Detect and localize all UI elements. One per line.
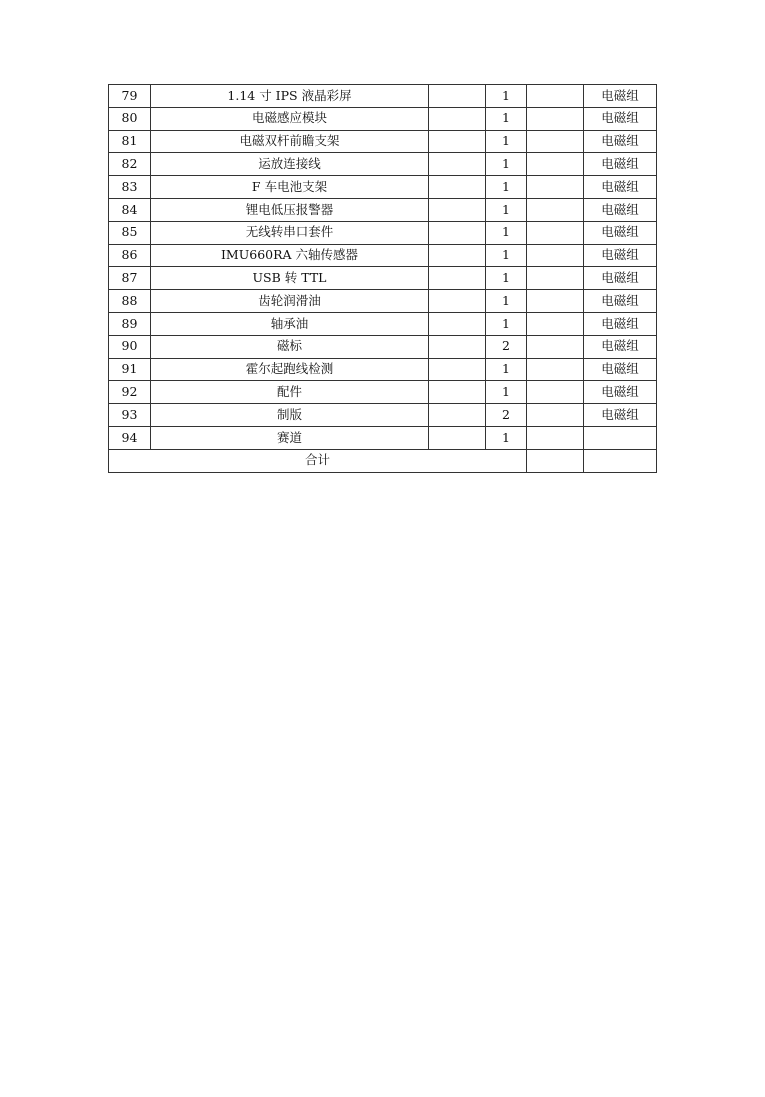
price-cell xyxy=(527,85,584,108)
row-index-cell: 85 xyxy=(109,221,151,244)
spec-cell xyxy=(429,244,486,267)
item-name-cell: IMU660RA 六轴传感器 xyxy=(151,244,429,267)
group-cell: 电磁组 xyxy=(584,244,657,267)
group-cell: 电磁组 xyxy=(584,130,657,153)
parts-table xyxy=(108,84,657,473)
quantity-cell: 1 xyxy=(486,358,527,381)
row-index-cell: 92 xyxy=(109,381,151,404)
spec-cell xyxy=(429,176,486,199)
price-cell xyxy=(527,312,584,335)
group-cell: 电磁组 xyxy=(584,85,657,108)
spec-cell xyxy=(429,335,486,358)
table-row xyxy=(109,153,657,176)
price-cell xyxy=(527,358,584,381)
group-cell: 电磁组 xyxy=(584,267,657,290)
price-cell xyxy=(527,290,584,313)
row-index-cell: 79 xyxy=(109,85,151,108)
row-index-cell: 81 xyxy=(109,130,151,153)
row-index-cell: 86 xyxy=(109,244,151,267)
total-price-cell xyxy=(527,449,584,472)
quantity-cell: 1 xyxy=(486,244,527,267)
table-row xyxy=(109,176,657,199)
row-index-cell: 93 xyxy=(109,404,151,427)
spec-cell xyxy=(429,312,486,335)
quantity-cell: 1 xyxy=(486,176,527,199)
spec-cell xyxy=(429,198,486,221)
price-cell xyxy=(527,404,584,427)
price-cell xyxy=(527,198,584,221)
price-cell xyxy=(527,176,584,199)
item-name-cell: 齿轮润滑油 xyxy=(151,290,429,313)
quantity-cell: 1 xyxy=(486,130,527,153)
group-cell: 电磁组 xyxy=(584,381,657,404)
table-row xyxy=(109,426,657,449)
spec-cell xyxy=(429,267,486,290)
table-row xyxy=(109,130,657,153)
row-index-cell: 91 xyxy=(109,358,151,381)
table-row xyxy=(109,267,657,290)
quantity-cell: 1 xyxy=(486,290,527,313)
row-index-cell: 90 xyxy=(109,335,151,358)
price-cell xyxy=(527,267,584,290)
item-name-cell: USB 转 TTL xyxy=(151,267,429,290)
quantity-cell: 1 xyxy=(486,221,527,244)
price-cell xyxy=(527,244,584,267)
quantity-cell: 2 xyxy=(486,404,527,427)
spec-cell xyxy=(429,107,486,130)
spec-cell xyxy=(429,290,486,313)
table-row xyxy=(109,312,657,335)
item-name-cell: 制版 xyxy=(151,404,429,427)
group-cell: 电磁组 xyxy=(584,335,657,358)
item-name-cell: 锂电低压报警器 xyxy=(151,198,429,221)
spec-cell xyxy=(429,153,486,176)
price-cell xyxy=(527,107,584,130)
table-row xyxy=(109,221,657,244)
row-index-cell: 94 xyxy=(109,426,151,449)
table-row xyxy=(109,107,657,130)
row-index-cell: 88 xyxy=(109,290,151,313)
spec-cell xyxy=(429,381,486,404)
table-row xyxy=(109,244,657,267)
row-index-cell: 83 xyxy=(109,176,151,199)
table-row xyxy=(109,404,657,427)
price-cell xyxy=(527,426,584,449)
quantity-cell: 1 xyxy=(486,153,527,176)
spec-cell xyxy=(429,85,486,108)
group-cell: 电磁组 xyxy=(584,176,657,199)
group-cell: 电磁组 xyxy=(584,312,657,335)
spec-cell xyxy=(429,130,486,153)
item-name-cell: 赛道 xyxy=(151,426,429,449)
item-name-cell: 配件 xyxy=(151,381,429,404)
group-cell: 电磁组 xyxy=(584,358,657,381)
row-index-cell: 89 xyxy=(109,312,151,335)
row-index-cell: 80 xyxy=(109,107,151,130)
row-index-cell: 87 xyxy=(109,267,151,290)
row-index-cell: 82 xyxy=(109,153,151,176)
item-name-cell: 1.14 寸 IPS 液晶彩屏 xyxy=(151,85,429,108)
quantity-cell: 1 xyxy=(486,107,527,130)
price-cell xyxy=(527,335,584,358)
price-cell xyxy=(527,153,584,176)
item-name-cell: 轴承油 xyxy=(151,312,429,335)
group-cell: 电磁组 xyxy=(584,198,657,221)
quantity-cell: 1 xyxy=(486,381,527,404)
quantity-cell: 1 xyxy=(486,267,527,290)
quantity-cell: 1 xyxy=(486,312,527,335)
item-name-cell: 电磁双杆前瞻支架 xyxy=(151,130,429,153)
item-name-cell: F 车电池支架 xyxy=(151,176,429,199)
group-cell: 电磁组 xyxy=(584,153,657,176)
group-cell: 电磁组 xyxy=(584,221,657,244)
group-cell: 电磁组 xyxy=(584,404,657,427)
item-name-cell: 无线转串口套件 xyxy=(151,221,429,244)
table-row xyxy=(109,335,657,358)
group-cell xyxy=(584,426,657,449)
price-cell xyxy=(527,221,584,244)
table-row xyxy=(109,290,657,313)
group-cell: 电磁组 xyxy=(584,107,657,130)
row-index-cell: 84 xyxy=(109,198,151,221)
total-row xyxy=(109,449,657,472)
quantity-cell: 1 xyxy=(486,85,527,108)
table-row xyxy=(109,198,657,221)
parts-table-body xyxy=(109,85,657,450)
spec-cell xyxy=(429,426,486,449)
total-group-cell xyxy=(584,449,657,472)
table-row xyxy=(109,358,657,381)
quantity-cell: 2 xyxy=(486,335,527,358)
spec-cell xyxy=(429,221,486,244)
price-cell xyxy=(527,381,584,404)
table-row xyxy=(109,381,657,404)
price-cell xyxy=(527,130,584,153)
quantity-cell: 1 xyxy=(486,198,527,221)
table-row xyxy=(109,85,657,108)
quantity-cell: 1 xyxy=(486,426,527,449)
item-name-cell: 运放连接线 xyxy=(151,153,429,176)
item-name-cell: 磁标 xyxy=(151,335,429,358)
total-label: 合计 xyxy=(109,449,527,472)
item-name-cell: 电磁感应模块 xyxy=(151,107,429,130)
spec-cell xyxy=(429,404,486,427)
spec-cell xyxy=(429,358,486,381)
item-name-cell: 霍尔起跑线检测 xyxy=(151,358,429,381)
group-cell: 电磁组 xyxy=(584,290,657,313)
